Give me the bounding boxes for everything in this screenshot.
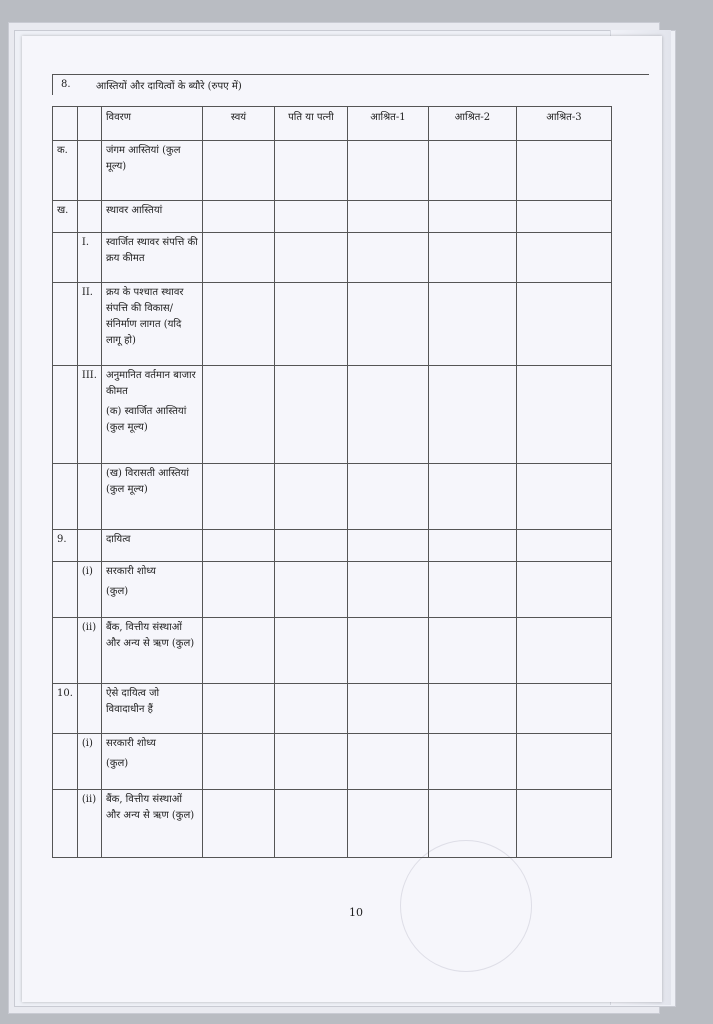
value-cell[interactable] [274, 734, 347, 790]
value-cell[interactable] [274, 283, 347, 366]
value-cell[interactable] [347, 201, 428, 233]
row-submarker: I. [77, 233, 101, 283]
value-cell[interactable] [274, 562, 347, 618]
value-cell[interactable] [428, 366, 516, 464]
section-title: आस्तियों और दायित्वों के ब्यौरे (रुपए में) [96, 81, 242, 92]
table-row [53, 283, 612, 366]
table-row [53, 201, 612, 233]
row-submarker [77, 684, 101, 734]
value-cell[interactable] [516, 684, 611, 734]
row-label-text: सरकारी शोध्य [105, 566, 156, 577]
row-label-text: बैंक, वित्तीय संस्थाओं और अन्य से ऋण [105, 622, 182, 649]
table-row [53, 464, 612, 530]
header-spouse: पति या पत्नी [274, 107, 347, 141]
value-cell[interactable] [516, 201, 611, 233]
header-dependent-2: आश्रित-2 [428, 107, 516, 141]
row-sublabel: (क) स्वार्जित आस्तियां (कुल मूल्य) [105, 406, 187, 433]
row-label-text: बैंक, वित्तीय संस्थाओं और अन्य से ऋण [105, 794, 182, 821]
row-submarker: III. [77, 366, 101, 464]
value-cell[interactable] [516, 790, 611, 858]
row-submarker: (i) [77, 734, 101, 790]
value-cell[interactable] [274, 790, 347, 858]
row-label: (ख) विरासती आस्तियां (कुल मूल्य) [101, 464, 202, 530]
row-marker [53, 464, 78, 530]
row-submarker: (i) [77, 562, 101, 618]
value-cell[interactable] [516, 233, 611, 283]
table-row [53, 233, 612, 283]
value-cell[interactable] [202, 141, 274, 201]
row-marker [53, 283, 78, 366]
value-cell[interactable] [516, 562, 611, 618]
value-cell[interactable] [428, 283, 516, 366]
value-cell[interactable] [516, 141, 611, 201]
value-cell[interactable] [347, 684, 428, 734]
row-label [101, 790, 202, 858]
table-row [53, 790, 612, 858]
row-submarker: II. [77, 283, 101, 366]
row-submarker [77, 201, 101, 233]
section-8-heading [52, 74, 649, 95]
page-number: 10 [349, 906, 363, 919]
value-cell[interactable] [274, 684, 347, 734]
value-cell[interactable] [428, 141, 516, 201]
table-row [53, 141, 612, 201]
table-row [53, 562, 612, 618]
value-cell[interactable] [516, 530, 611, 562]
value-cell[interactable] [274, 233, 347, 283]
value-cell[interactable] [428, 618, 516, 684]
row-label: स्वार्जित स्थावर संपत्ति की क्रय कीमत [101, 233, 202, 283]
row-marker [53, 233, 78, 283]
header-description: विवरण [101, 107, 202, 141]
value-cell[interactable] [347, 618, 428, 684]
row-total-label: (कुल) [105, 586, 129, 597]
value-cell[interactable] [428, 562, 516, 618]
value-cell[interactable] [347, 283, 428, 366]
row-label: स्थावर आस्तियां [101, 201, 202, 233]
row-label [101, 562, 202, 618]
row-submarker [77, 530, 101, 562]
row-label [101, 734, 202, 790]
row-submarker [77, 141, 101, 201]
row-marker [53, 366, 78, 464]
value-cell[interactable] [202, 618, 274, 684]
row-label: दायित्व [101, 530, 202, 562]
value-cell[interactable] [516, 283, 611, 366]
row-total-label: (कुल) [105, 758, 129, 769]
value-cell[interactable] [516, 734, 611, 790]
value-cell[interactable] [428, 684, 516, 734]
value-cell[interactable] [428, 734, 516, 790]
table-row [53, 734, 612, 790]
header-dependent-1: आश्रित-1 [347, 107, 428, 141]
header-self: स्वयं [202, 107, 274, 141]
value-cell[interactable] [347, 530, 428, 562]
row-label: जंगम आस्तियां (कुल मूल्य) [101, 141, 202, 201]
value-cell[interactable] [347, 141, 428, 201]
value-cell[interactable] [347, 233, 428, 283]
value-cell[interactable] [202, 233, 274, 283]
value-cell[interactable] [274, 618, 347, 684]
value-cell[interactable] [202, 366, 274, 464]
row-label: क्रय के पश्चात स्थावर संपत्ति की विकास/ संनिर्माण लागत (यदि लागू हो) [101, 283, 202, 366]
value-cell[interactable] [274, 201, 347, 233]
value-cell[interactable] [428, 464, 516, 530]
row-label [101, 618, 202, 684]
row-label [101, 366, 202, 464]
value-cell[interactable] [202, 201, 274, 233]
value-cell[interactable] [202, 790, 274, 858]
value-cell[interactable] [274, 530, 347, 562]
value-cell[interactable] [347, 562, 428, 618]
value-cell[interactable] [202, 684, 274, 734]
value-cell[interactable] [274, 366, 347, 464]
assets-liabilities-table [52, 106, 612, 858]
row-marker [53, 734, 78, 790]
value-cell[interactable] [516, 464, 611, 530]
row-submarker: (ii) [77, 790, 101, 858]
value-cell[interactable] [428, 530, 516, 562]
table-row [53, 618, 612, 684]
value-cell[interactable] [347, 734, 428, 790]
table-row [53, 684, 612, 734]
row-total-label: (कुल) [171, 810, 195, 821]
section-number: 8. [61, 79, 71, 90]
value-cell[interactable] [202, 734, 274, 790]
value-cell[interactable] [516, 366, 611, 464]
value-cell[interactable] [428, 233, 516, 283]
value-cell[interactable] [202, 562, 274, 618]
value-cell[interactable] [516, 618, 611, 684]
row-marker [53, 618, 78, 684]
row-marker: क. [53, 141, 78, 201]
row-submarker [77, 464, 101, 530]
faint-stamp [400, 840, 532, 972]
row-label-text: सरकारी शोध्य [105, 738, 156, 749]
value-cell[interactable] [274, 464, 347, 530]
value-cell[interactable] [428, 790, 516, 858]
table-row [53, 366, 612, 464]
value-cell[interactable] [347, 464, 428, 530]
header-dependent-3: आश्रित-3 [516, 107, 611, 141]
table-row [53, 530, 612, 562]
row-marker: 10. [53, 684, 78, 734]
value-cell[interactable] [274, 141, 347, 201]
row-label: ऐसे दायित्व जो विवादाधीन हैं [101, 684, 202, 734]
header-marker-cell [53, 107, 78, 141]
value-cell[interactable] [202, 464, 274, 530]
row-marker [53, 562, 78, 618]
value-cell[interactable] [347, 790, 428, 858]
row-marker: ख. [53, 201, 78, 233]
row-total-label: (कुल) [171, 638, 195, 649]
row-submarker: (ii) [77, 618, 101, 684]
row-label-text: अनुमानित वर्तमान बाजार कीमत [105, 370, 196, 397]
row-marker: 9. [53, 530, 78, 562]
value-cell[interactable] [202, 283, 274, 366]
value-cell[interactable] [347, 366, 428, 464]
value-cell[interactable] [202, 530, 274, 562]
header-sub-cell [77, 107, 101, 141]
header-row [53, 107, 612, 141]
value-cell[interactable] [428, 201, 516, 233]
row-marker [53, 790, 78, 858]
